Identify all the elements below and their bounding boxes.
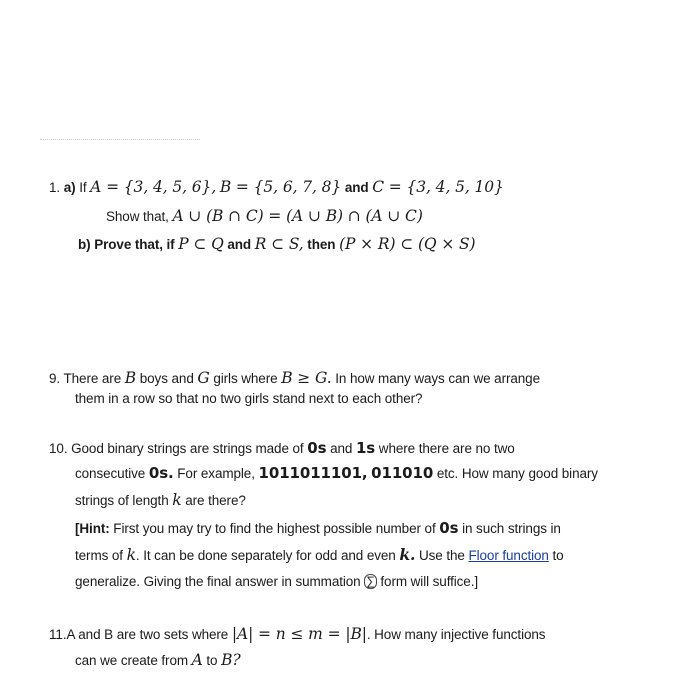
- floor-function-link[interactable]: Floor function: [468, 548, 549, 563]
- q11-text-b: . How many injective functions: [366, 627, 546, 642]
- q1a-label: a): [63, 180, 76, 195]
- q11-line-2: [75, 651, 241, 670]
- q1b-text: Prove that, if: [94, 237, 175, 252]
- q10-text-c: etc. How many good binary: [436, 466, 598, 481]
- sigma-icon: ∑: [366, 574, 375, 588]
- q10-generalize-text: generalize. Giving the final answer in summation: [75, 574, 361, 589]
- q10-for-example: For example,: [177, 466, 255, 481]
- q10-var-k-3: k.: [399, 545, 416, 564]
- q10-to: to: [552, 548, 564, 563]
- q10-zeros-2: 0s.: [148, 464, 174, 482]
- q9-var-b: B: [124, 369, 137, 387]
- q10-var-k-2: k: [126, 546, 136, 564]
- q11-to: to: [206, 653, 218, 668]
- q10-line-5: [75, 546, 564, 565]
- q10-line-4: [75, 519, 561, 538]
- q1b-expr-3: (P × R) ⊂ (Q × S): [339, 235, 476, 253]
- q10-text-b: where there are no two: [378, 441, 515, 456]
- q11-var-b: B?: [221, 651, 241, 669]
- q9-text-d: In how many ways can we arrange: [335, 371, 540, 386]
- q9-line-1: [49, 369, 540, 388]
- q1-and: and: [344, 180, 369, 195]
- q10-form-text: form will suffice.]: [380, 574, 479, 589]
- q9-text-a: There are: [63, 371, 122, 386]
- q11-create-from: can we create from: [75, 653, 188, 668]
- q1-set-b: B = {5, 6, 7, 8}: [219, 178, 342, 196]
- q1b-then: then: [307, 237, 336, 252]
- q1-set-c: C = {3, 4, 5, 10}: [372, 178, 504, 196]
- q10-zeros: 0s: [307, 439, 327, 457]
- q10-consecutive: consecutive: [75, 466, 146, 481]
- q10-hint-label: [Hint:: [75, 521, 110, 536]
- q10-var-k: k: [172, 491, 182, 509]
- q1b-expr-1: P ⊂ Q: [178, 235, 224, 253]
- q10-and: and: [330, 441, 353, 456]
- q1-line-3: [78, 235, 476, 254]
- q10-strings-of-length: strings of length: [75, 493, 169, 508]
- q9-condition: B ≥ G.: [281, 369, 332, 387]
- q1b-expr-2: R ⊂ S,: [254, 235, 304, 253]
- q1-number: 1.: [49, 180, 61, 195]
- q10-text-a: Good binary strings are strings made of: [71, 441, 304, 456]
- q10-ones: 1s: [355, 439, 376, 457]
- q1b-and: and: [227, 237, 252, 252]
- q1-show-expr: A ∪ (B ∩ C) = (A ∪ B) ∩ (A ∪ C): [172, 207, 423, 225]
- q11-line-1: [49, 625, 545, 644]
- q1-set-a: A = {3, 4, 5, 6},: [90, 178, 217, 196]
- q10-line-6: [75, 573, 478, 591]
- q10-hint-zeros: 0s: [439, 519, 459, 537]
- q9-number: 9.: [49, 371, 61, 386]
- q1a-if: If: [79, 180, 87, 195]
- q11-var-a: A: [191, 651, 203, 669]
- q1b-label: b): [78, 237, 91, 252]
- q10-use-the: Use the: [418, 548, 465, 563]
- q1-show-text: Show that,: [106, 209, 169, 224]
- q10-terms-of: terms of: [75, 548, 123, 563]
- q11-text-a: A and B are two sets where: [66, 627, 229, 642]
- q10-example-2: 011010: [371, 464, 434, 482]
- q1-line-2: [106, 207, 423, 226]
- q11-number: 11.: [49, 627, 67, 642]
- q10-are-there: are there?: [185, 493, 246, 508]
- q1-line-1: [49, 178, 504, 197]
- q11-expression: |A| = n ≤ m = |B|: [231, 625, 367, 643]
- q10-hint-text-b: in such strings in: [462, 521, 561, 536]
- q10-example-1: 1011011101,: [258, 464, 368, 482]
- q9-var-g: G: [197, 369, 210, 387]
- q10-number: 10.: [49, 441, 68, 456]
- q9-line-2: them in a row so that no two girls stand next to each other?: [75, 391, 423, 406]
- q9-text-c: girls where: [213, 371, 278, 386]
- q10-line-3: [75, 491, 246, 510]
- q9-text-b: boys and: [139, 371, 194, 386]
- q10-hint-text-a: First you may try to find the highest possible number of: [113, 521, 436, 536]
- q10-line-1: [49, 439, 515, 458]
- q10-odd-even-text: . It can be done separately for odd and even: [135, 548, 396, 563]
- q10-line-2: [75, 464, 598, 483]
- top-divider: [40, 139, 200, 140]
